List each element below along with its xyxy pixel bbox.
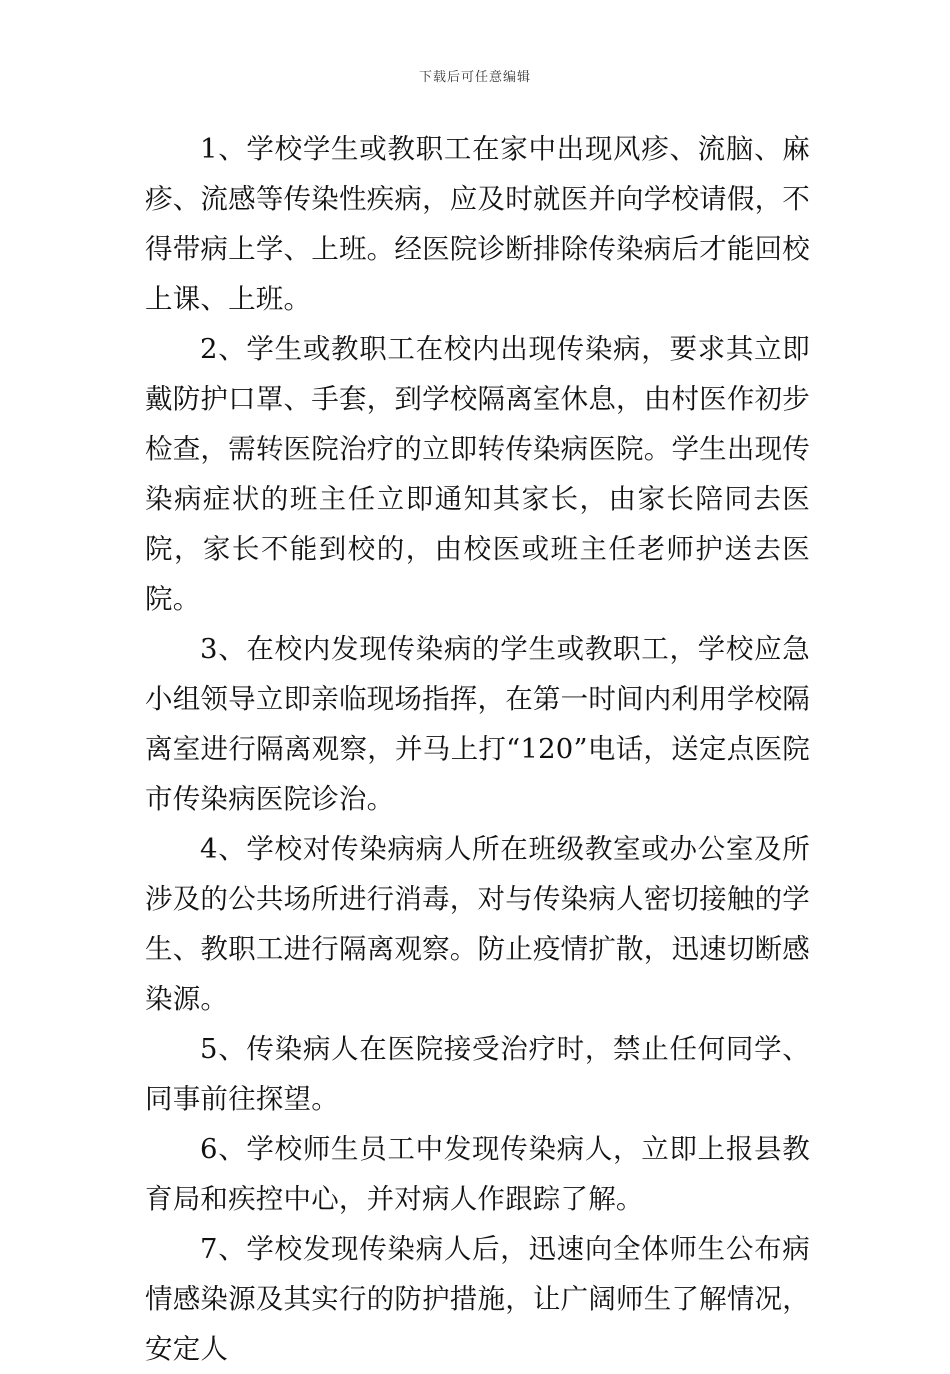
paragraph-1: 1、学校学生或教职工在家中出现风疹、流脑、麻疹、流感等传染性疾病，应及时就医并向学校请假，不得带病上学、上班。经医院诊断排除传染病后才能回校上课、上班。 [145,133,810,315]
paragraph-2: 2、学生或教职工在校内出现传染病，要求其立即戴防护口罩、手套，到学校隔离室休息，由村医作初步检查，需转医院治疗的立即转传染病医院。学生出现传染病症状的班主任立即通知其家长，由家长陪同去医院，家长不能到校的，由校医或班主任老师护送去医院。 [145,333,810,615]
paragraph-6: 6、学校师生员工中发现传染病人，立即上报县教育局和疾控中心，并对病人作跟踪了解。 [145,1133,810,1215]
paragraph-4: 4、学校对传染病病人所在班级教室或办公室及所涉及的公共场所进行消毒，对与传染病人密切接触的学生、教职工进行隔离观察。防止疫情扩散，迅速切断感染源。 [145,833,810,1015]
paragraph-3: 3、在校内发现传染病的学生或教职工，学校应急小组领导立即亲临现场指挥，在第一时间内利用学校隔离室进行隔离观察，并马上打“120”电话，送定点医院市传染病医院诊治。 [145,633,810,815]
paragraph-5: 5、传染病人在医院接受治疗时，禁止任何同学、同事前往探望。 [145,1033,810,1115]
document-body [145,124,810,1374]
paragraph-7: 7、学校发现传染病人后，迅速向全体师生公布病情感染源及其实行的防护措施，让广阔师生了解情况，安定人 [145,1233,810,1365]
page-header: 下载后可任意编辑 [418,70,531,85]
